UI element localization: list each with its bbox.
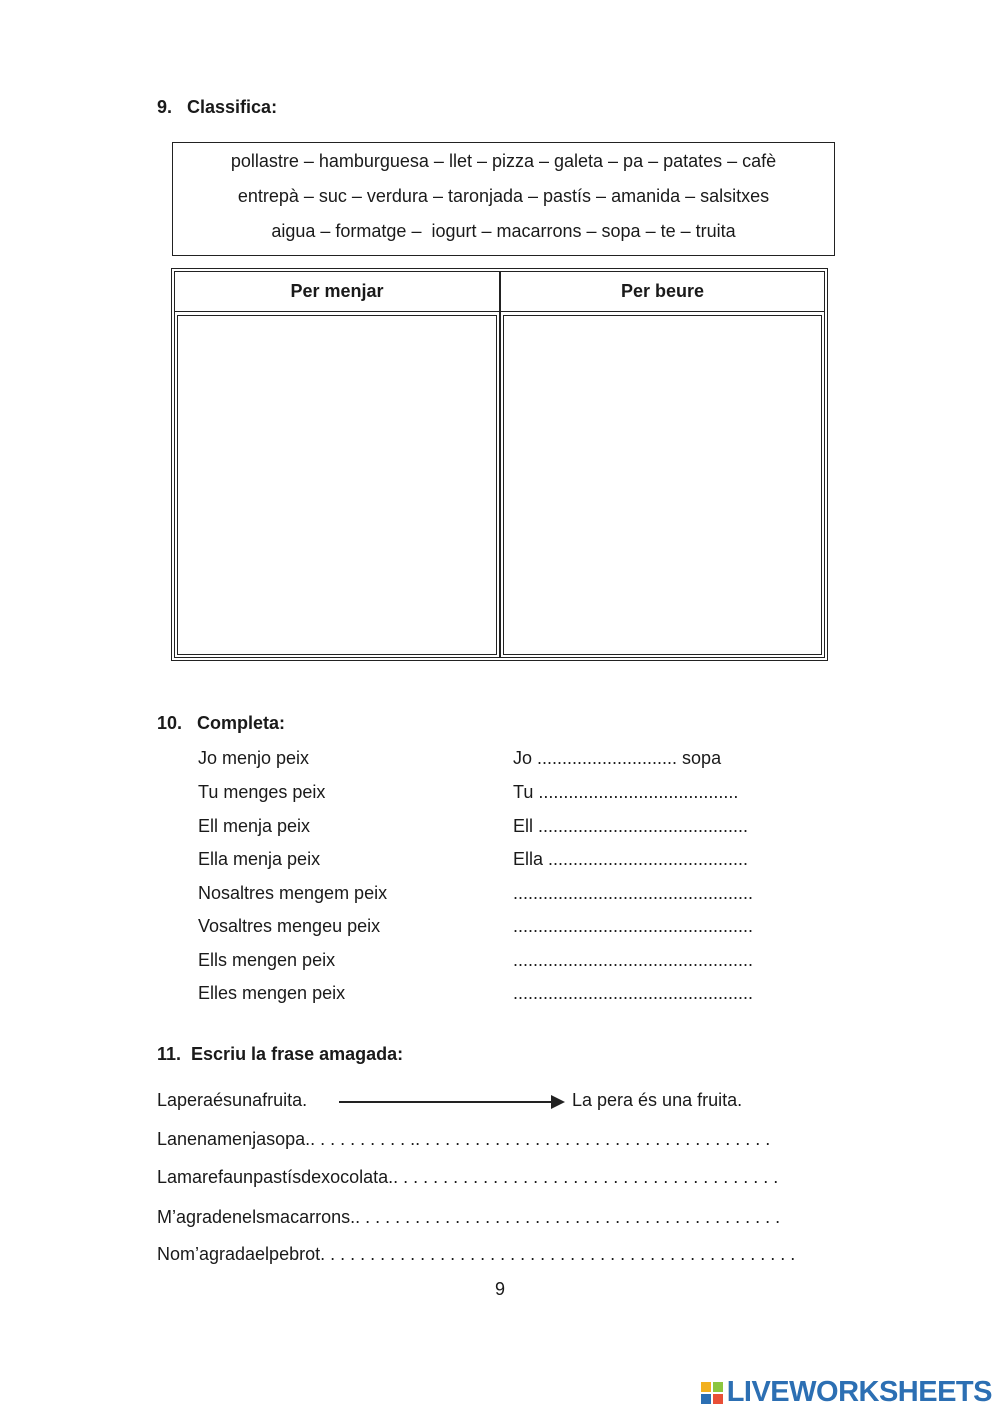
liveworksheets-logo-icon [701,1382,723,1404]
word-bank-box [172,142,835,256]
hidden-sentence: Lanenamenjasopa.. [157,1129,316,1149]
answer-row [513,849,748,870]
answer-row [513,816,748,837]
model-sentence: Jo menjo peix [198,748,310,768]
hidden-sentence: Nom’agradaelpebrot. [157,1244,326,1264]
hidden-sentence: M’agradenelsmacarrons.. [157,1207,361,1227]
food-column-header: Per menjar [175,272,499,312]
drink-drop-area[interactable] [503,315,822,655]
model-sentence: Ells mengen peix [198,950,336,970]
example-answer: La pera és una fruita. [572,1090,743,1110]
page-number: 9 [494,1279,505,1299]
answer-blank[interactable]: ................................................ [513,883,754,903]
hidden-sentence: Lamarefaunpastísdexocolata.. [157,1167,399,1187]
arrow-head-icon [551,1095,565,1109]
answer-prefix: Jo [513,748,538,768]
answer-prefix: Ella [513,849,549,869]
word-bank-line-3: aigua – formatge – iogurt – macarrons – sopa – te – truita [271,221,736,241]
hidden-sentence-row [157,1244,795,1265]
sentence-answer-blank[interactable]: . . . . . . . . . . . . . . . . . . . . . . . . . . . . . . . . . . . . . . . . . . . . . . . [325,1244,796,1264]
word-bank-line-2: entrepà – suc – verdura – taronjada – pastís – amanida – salsitxes [237,186,770,206]
sentence-answer-blank[interactable]: . . . . . . . . . .. . . . . . . . . . . . . . . . . . . . . . . . . . . . . . . . . . . . [315,1129,771,1149]
answer-blank[interactable]: ........................................ [548,849,749,869]
answer-suffix: sopa [677,748,722,768]
model-sentence: Tu menges peix [198,782,326,802]
example-hidden-sentence: Laperaésunafruita. [157,1090,308,1110]
hidden-sentence-row [157,1207,780,1228]
classification-table [171,268,828,661]
exercise-10-heading: 10. Completa: [157,713,286,733]
model-sentence: Nosaltres mengem peix [198,883,388,903]
drink-column [500,271,825,658]
answer-prefix: Tu [513,782,539,802]
model-sentence: Ell menja peix [198,816,311,836]
sentence-answer-blank[interactable]: . . . . . . . . . . . . . . . . . . . . . . . . . . . . . . . . . . . . . . [398,1167,779,1187]
word-bank-line-1: pollastre – hamburguesa – llet – pizza – galeta – pa – patates – cafè [230,151,777,171]
hidden-sentence-row [157,1167,778,1188]
model-sentence: Vosaltres mengeu peix [198,916,381,936]
answer-blank[interactable]: ............................ [537,748,678,768]
exercise-9-heading: 9. Classifica: [157,97,278,117]
brand-name: LIVEWORKSHEETS [726,1376,992,1408]
sentence-answer-blank[interactable]: . . . . . . . . . . . . . . . . . . . . . . . . . . . . . . . . . . . . . . . . . . [360,1207,781,1227]
model-sentence: Ella menja peix [198,849,321,869]
answer-blank[interactable]: ................................................ [513,950,754,970]
liveworksheets-brand [701,1376,992,1409]
answer-blank[interactable]: ........................................ [538,782,739,802]
arrow-right-icon [339,1101,553,1103]
answer-blank[interactable]: ................................................ [513,916,754,936]
drink-column-header: Per beure [501,272,824,312]
food-column [174,271,500,658]
hidden-sentence-row [157,1129,770,1150]
food-drop-area[interactable] [177,315,497,655]
exercise-11-heading: 11. Escriu la frase amagada: [157,1044,404,1064]
answer-blank[interactable]: ................................................ [513,983,754,1003]
answer-blank[interactable]: .......................................... [538,816,749,836]
answer-prefix: Ell [513,816,539,836]
answer-row [513,748,721,769]
model-sentence: Elles mengen peix [198,983,346,1003]
answer-row [513,782,738,803]
